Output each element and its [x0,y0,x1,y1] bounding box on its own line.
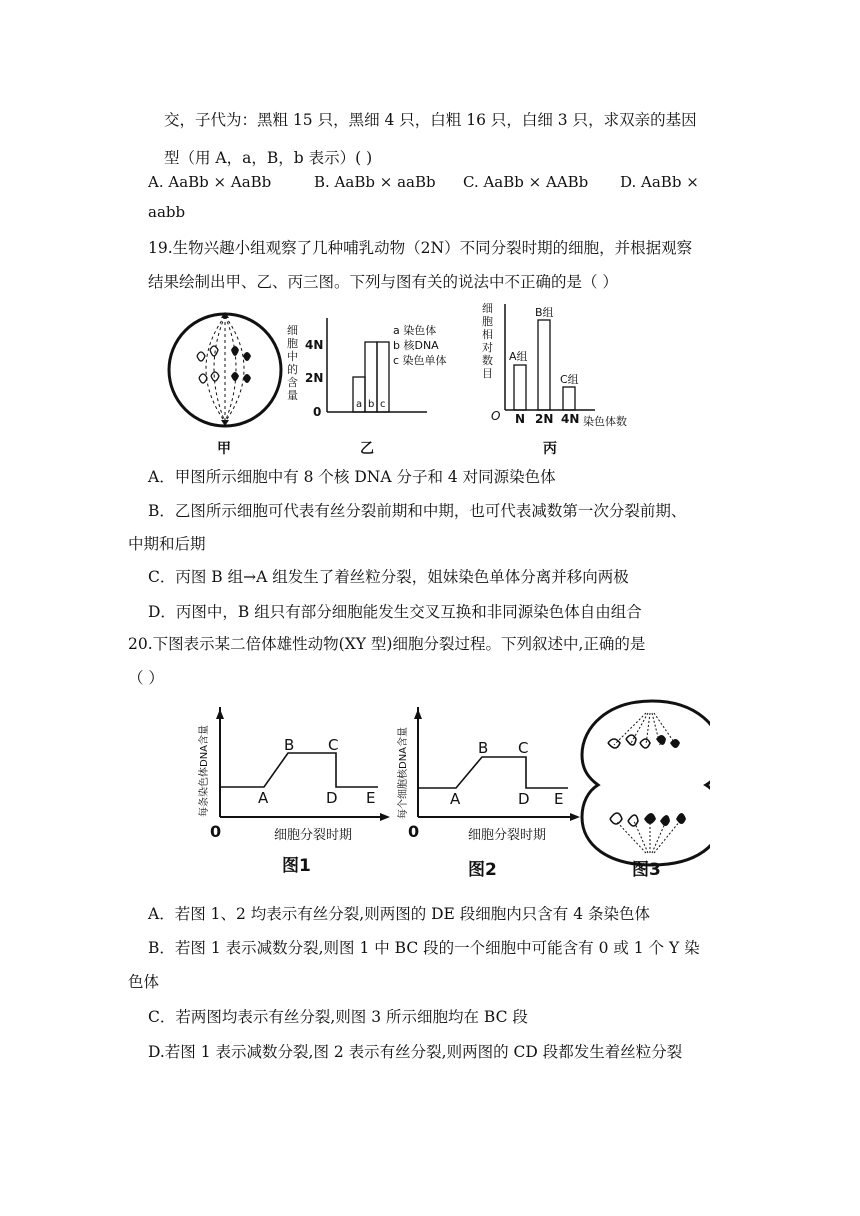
fig2-origin: 0 [408,822,420,841]
fig-bing-label: 丙 [543,441,557,457]
q18-stem-line1: 交，子代为：黑粗 15 只，黑细 4 只，白粗 16 只，白细 3 只，求双亲的基因 [164,111,697,129]
q19-option-b-line1: B．乙图所示细胞可代表有丝分裂前期和中期，也可代表减数第一次分裂前期、 [148,502,687,520]
fig-bing-ylabel-0: 细 [482,302,493,315]
fig1-point-c: C [328,736,339,754]
fig-yi-ylabel-4: 含 [287,376,298,389]
fig2-label: 图2 [468,860,497,880]
fig1-xlabel: 细胞分裂时期 [274,828,353,843]
fig-yi-ylabel-0: 细 [287,324,298,337]
fig-yi-ylabel-3: 的 [287,363,298,376]
fig1-point-a: A [258,789,269,807]
fig1-point-b: B [284,736,295,754]
fig-jia-label: 甲 [217,441,231,457]
fig-yi-legend-a: a 染色体 [393,324,437,337]
fig-bing-group-b: B组 [535,306,554,319]
q20-option-b-line2: 色体 [128,973,160,991]
fig2-point-d: D [518,790,530,808]
fig-bing-ylabel-3: 对 [482,341,493,354]
fig-bing-ylabel-4: 数 [482,354,493,367]
fig-yi-ytick-2n: 2N [305,371,324,385]
fig2-point-c: C [518,739,529,757]
fig-yi-ylabel-5: 量 [287,389,298,402]
fig-bing-bar-a [514,365,526,410]
q20-option-b-line1: B．若图 1 表示减数分裂,则图 1 中 BC 段的一个细胞中可能含有 0 或 1 个 Y 染 [148,939,700,957]
fig2-chart [396,707,580,880]
fig-yi-label: 乙 [360,441,374,457]
fig-yi-bar-label-a: a [356,399,363,410]
fig-yi-ylabel-1: 胞 [287,337,298,350]
fig-bing-group-a: A组 [509,350,528,363]
fig-yi-ytick-0: 0 [313,405,322,419]
fig-yi-chart [287,318,447,419]
q18-option-d-wrap: aabb [148,203,186,221]
fig-bing-origin: O [491,409,501,423]
fig-bing-bar-c [563,387,575,410]
q20-stem-line1: 20.下图表示某二倍体雄性动物(XY 型)细胞分裂过程。下列叙述中,正确的是 [128,635,646,653]
fig3-cell [582,701,710,880]
q18-stem-line2: 型（用 A，a，B，b 表示）( ) [164,149,373,167]
q20-option-d: D.若图 1 表示减数分裂,图 2 表示有丝分裂,则两图的 CD 段都发生着丝粒分裂 [148,1043,683,1061]
fig-yi-bar-label-b: b [368,399,375,410]
fig2-xlabel: 细胞分裂时期 [468,828,547,843]
q18-option-a: A. AaBb × AaBb [148,173,272,191]
q19-stem-line1: 19.生物兴趣小组观察了几种哺乳动物（2N）不同分裂时期的细胞，并根据观察 [148,239,693,257]
fig-bing-xtick-4n: 4N [561,412,580,426]
fig1-point-e: E [366,789,376,807]
fig-bing-xlabel: 染色体数 [583,415,627,428]
fig-bing-group-c: C组 [560,373,579,386]
fig1-chart [197,707,390,876]
fig-bing-ylabel-5: 目 [482,367,493,380]
q19-option-b-line2: 中期和后期 [128,535,206,553]
fig2-point-b: B [478,739,489,757]
fig2-point-e: E [554,790,564,808]
fig-bing-xtick-2n: 2N [535,412,554,426]
fig3-label: 图3 [632,860,661,880]
fig-yi-ylabel-2: 中 [287,350,298,363]
q18-option-c: C. AaBb × AABb [463,173,589,191]
fig1-origin: 0 [210,822,222,841]
q19-stem-line2: 结果绘制出甲、乙、丙三图。下列与图有关的说法中不正确的是（ ） [148,273,618,291]
q18-option-b: B. AaBb × aaBb [314,173,436,191]
q19-option-d: D．丙图中，B 组只有部分细胞能发生交叉互换和非同源染色体自由组合 [148,603,642,621]
fig1-label: 图1 [282,856,311,876]
q19-option-c: C．丙图 B 组→A 组发生了着丝粒分裂，姐妹染色单体分离并移向两极 [148,568,629,586]
q19-option-a: A．甲图所示细胞中有 8 个核 DNA 分子和 4 对同源染色体 [148,468,556,486]
fig-yi-ytick-4n: 4N [305,338,324,352]
q20-figures [190,695,710,890]
q20-stem-line2: （ ） [128,669,164,687]
fig-bing-ylabel-2: 相 [482,328,493,341]
fig-bing-bar-b [538,320,550,410]
fig1-ylabel: 每条染色体DNA含量 [199,724,210,817]
q20-option-a: A．若图 1、2 均表示有丝分裂,则两图的 DE 段细胞内只含有 4 条染色体 [148,905,651,923]
fig-yi-legend-c: c 染色单体 [393,354,447,367]
q20-option-c: C．若两图均表示有丝分裂,则图 3 所示细胞均在 BC 段 [148,1008,528,1026]
fig2-ylabel: 每个细胞核DNA含量 [398,726,409,819]
fig-yi-legend-b: b 核DNA [393,339,439,352]
fig-jia-cell [169,312,281,426]
fig1-point-d: D [326,789,338,807]
fig-bing-ylabel-1: 胞 [482,315,493,328]
fig-bing-chart [482,302,627,428]
q18-option-d: D. AaBb × [620,173,699,191]
q19-figures [165,298,645,458]
fig-bing-xtick-n: N [515,412,526,426]
fig-yi-bar-label-c: c [380,399,386,410]
fig2-point-a: A [450,790,461,808]
